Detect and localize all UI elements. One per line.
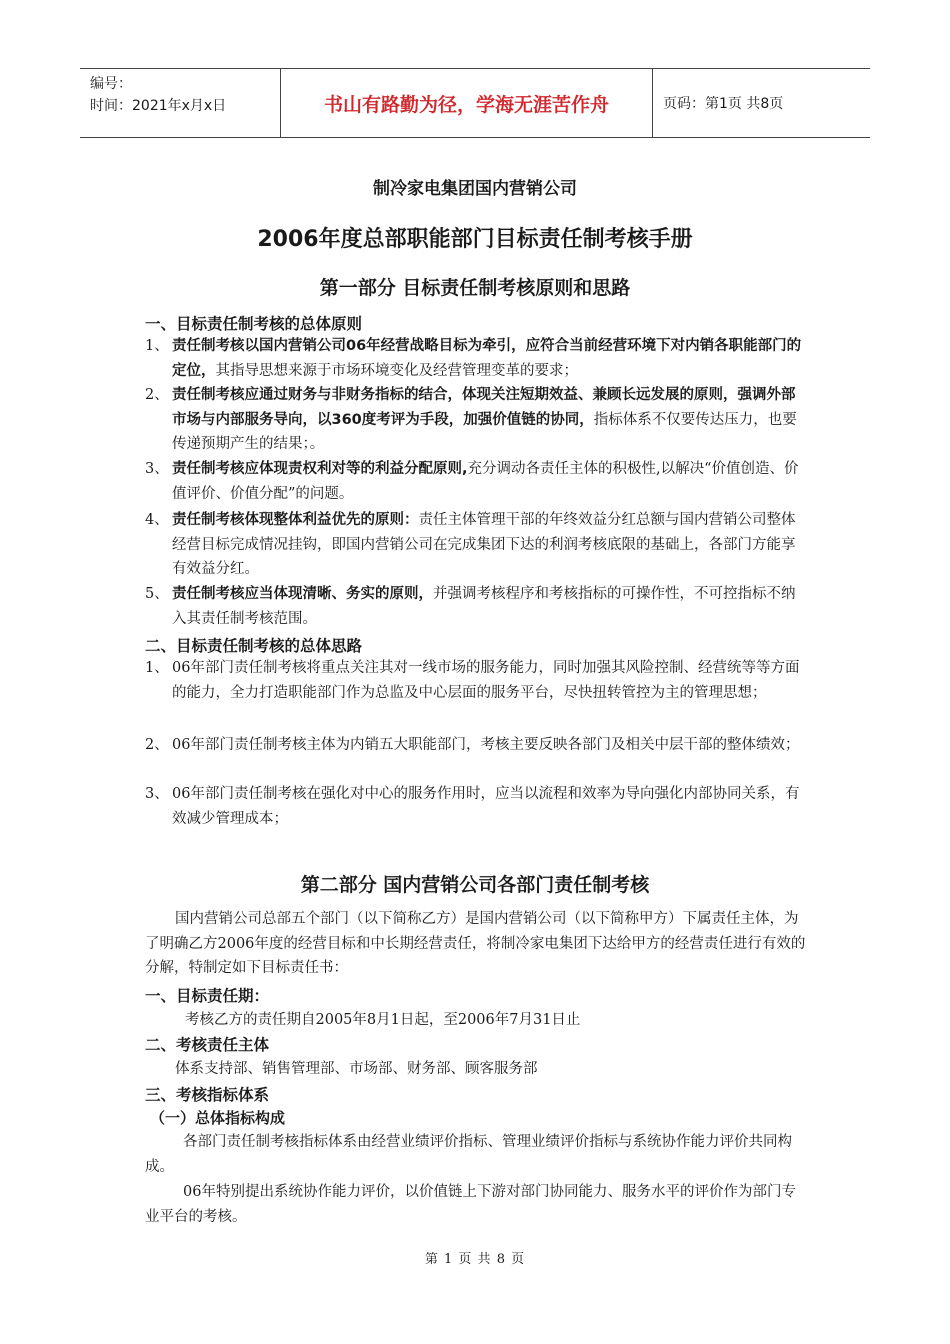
part2-section2-heading: 二、考核责任主体 [145, 1036, 270, 1054]
responsible-departments: 体系支持部、销售管理部、市场部、财务部、顾客服务部 [175, 1061, 538, 1077]
serial-label: 编号： [90, 76, 132, 92]
time-label: 时间：2021年x月x日 [90, 98, 227, 114]
item-number: 1、 [145, 660, 169, 676]
item-bold-text: 责任制考核体现整体利益优先的原则： [172, 512, 419, 528]
item-bold-text: 责任制考核应通过财务与非财务指标的结合，体现关注短期效益、兼顾长远发展的原则，强调外部市场与内部服务导向，以360度考评为手段，加强价值链的协同， [172, 387, 796, 428]
part2-subsection1-heading: （一）总体指标构成 [150, 1109, 286, 1127]
part2-section3-heading: 三、考核指标体系 [145, 1086, 270, 1104]
item-text: 其指导思想来源于市场环境变化及经营管理变革的要求； [215, 362, 578, 379]
principle-item [145, 508, 805, 582]
item-bold-text: 责任制考核以国内营销公司06年经营战略目标为牵引，应符合当前经营环境下对内销各职能部门的定位， [172, 338, 802, 379]
company-name: 制冷家电集团国内营销公司 [373, 179, 577, 199]
item-number: 3、 [145, 786, 169, 802]
item-number: 4、 [145, 512, 169, 528]
responsibility-period: 考核乙方的责任期自2005年8月1日起，至2006年7月31日止 [185, 1012, 581, 1028]
principle-item [145, 582, 805, 631]
header-meta [80, 69, 280, 137]
header-page-number: 页码：第1页 共8页 [663, 96, 784, 112]
item-number: 2、 [145, 737, 169, 753]
document-title: 2006年度总部职能部门目标责任制考核手册 [257, 227, 693, 252]
part2-section1-heading: 一、目标责任期： [145, 987, 270, 1005]
item-number: 2、 [145, 387, 169, 403]
item-text: 06年部门责任制考核将重点关注其对一线市场的服务能力，同时加强其风险控制、经营统等等方面的能力，全力打造职能部门作为总监及中心层面的服务平台，尽快扭转管控为主的管理思想； [172, 660, 800, 701]
item-bold-text: 责任制考核应当体现清晰、务实的原则， [172, 586, 433, 602]
part2-title: 第二部分 国内营销公司各部门责任制考核 [300, 874, 650, 896]
indicator-paragraph-2: 06年特别提出系统协作能力评价，以价值链上下游对部门协同能力、服务水平的评价作为部门专业平台的考核。 [145, 1184, 796, 1225]
item-number: 3、 [145, 461, 169, 477]
principle-item [145, 334, 805, 383]
idea-item [145, 733, 805, 758]
item-text: 充分调动各责任主体的积极性,以解决“价值创造、价值评价、价值分配”的问题。 [172, 461, 799, 502]
idea-item [145, 782, 805, 831]
part2-intro: 国内营销公司总部五个部门（以下简称乙方）是国内营销公司（以下简称甲方）下属责任主体，为了明确乙方2006年度的经营目标和中长期经营责任，将制冷家电集团下达给甲方的经营责任进行有效的分解，特制定如下目标责任书： [145, 911, 806, 976]
item-text: 06年部门责任制考核在强化对中心的服务作用时，应当以流程和效率为导向强化内部协同关系，有效减少管理成本； [172, 786, 800, 827]
item-bold-text: 责任制考核应体现责权利对等的利益分配原则, [172, 461, 468, 477]
item-number: 1、 [145, 338, 169, 354]
item-text: 并强调考核程序和考核指标的可操作性，不可控指标不纳入其责任制考核范围。 [172, 586, 796, 627]
part1-section1-heading: 一、目标责任制考核的总体原则 [145, 315, 363, 333]
item-text: 指标体系不仅要传达压力，也要传递预期产生的结果；。 [172, 411, 797, 452]
page-footer: 第 1 页 共 8 页 [424, 1252, 526, 1267]
item-text: 06年部门责任制考核主体为内销五大职能部门，考核主要反映各部门及相关中层干部的整体绩效； [172, 737, 800, 753]
principle-item [145, 457, 805, 506]
indicator-paragraph-1: 各部门责任制考核指标体系由经营业绩评价指标、管理业绩评价指标与系统协作能力评价共同构成。 [145, 1134, 792, 1175]
part1-section2-heading: 二、目标责任制考核的总体思路 [145, 637, 363, 655]
principle-item [145, 383, 805, 457]
part1-title: 第一部分 目标责任制考核原则和思路 [319, 277, 631, 299]
page-header [80, 68, 870, 138]
idea-item [145, 656, 805, 705]
item-text: 责任主体管理干部的年终效益分红总额与国内营销公司整体经营目标完成情况挂钩，即国内营销公司在完成集团下达的利润考核底限的基础上，各部门方能享有效益分红。 [172, 512, 796, 577]
header-motto: 书山有路勤为径，学海无涯苦作舟 [280, 69, 653, 137]
item-number: 5、 [145, 586, 169, 602]
